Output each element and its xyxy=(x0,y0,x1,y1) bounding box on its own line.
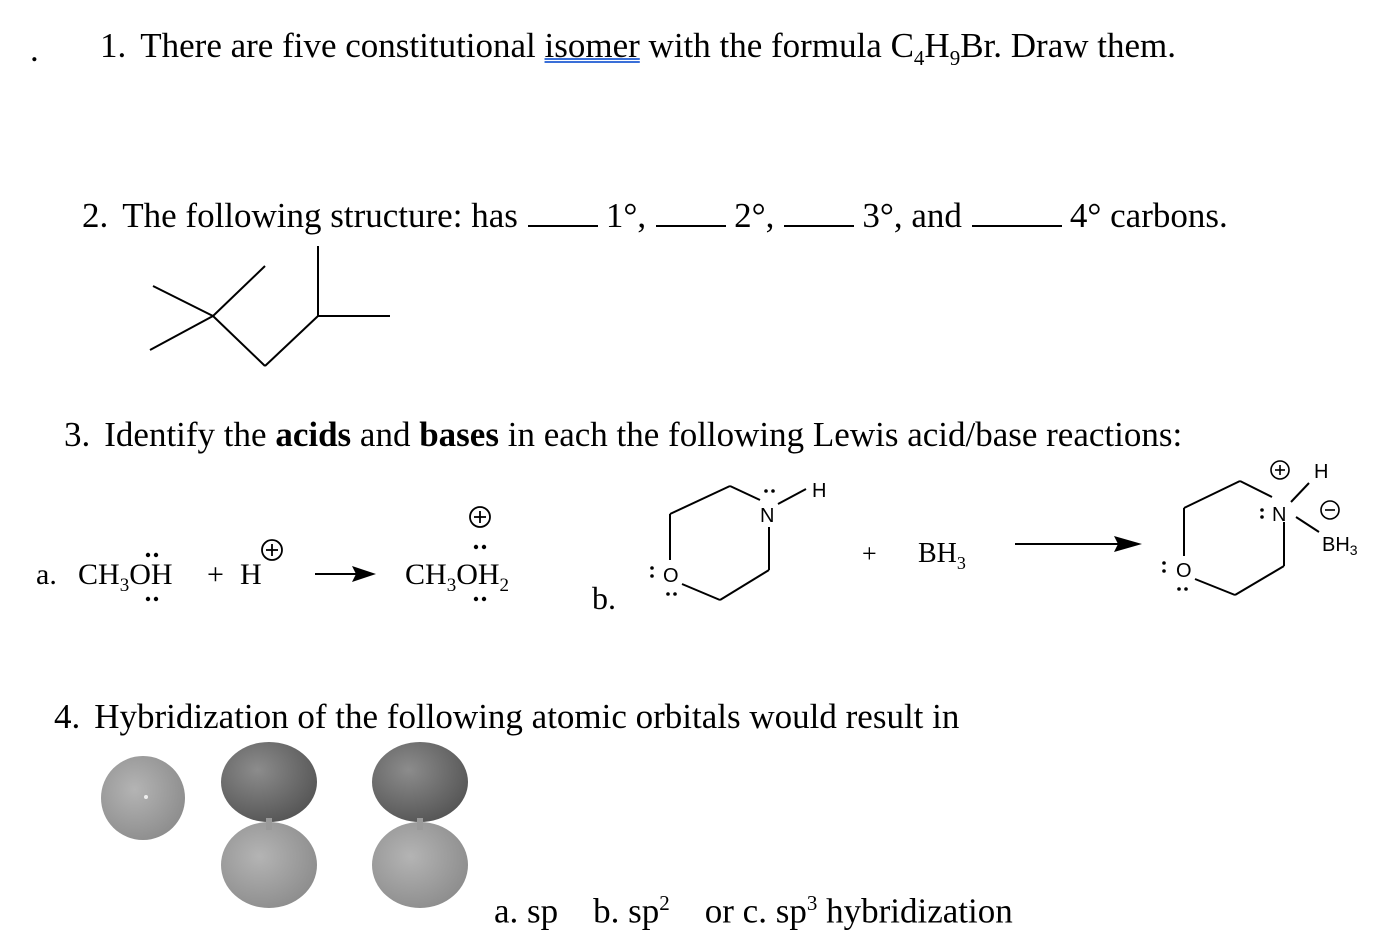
q4-sup-2: 2 xyxy=(659,891,670,915)
reaction-a-reactant: $CH_3OH$ xyxy=(78,558,173,596)
lone-pair-dot xyxy=(154,553,158,557)
q1-tail: Br. Draw them. xyxy=(960,26,1176,65)
positive-charge-icon xyxy=(470,507,490,527)
nitrogen-atom: N xyxy=(1272,504,1287,526)
reaction-b-label: b. xyxy=(592,580,616,616)
q3-bases: bases xyxy=(419,415,499,454)
reaction-arrow-b xyxy=(1015,536,1142,552)
positive-charge-icon xyxy=(262,540,282,560)
q4-text: Hybridization of the following atomic orbitals would result in xyxy=(94,697,960,736)
q3-acids: acids xyxy=(275,415,352,454)
q2-number: 2. xyxy=(82,196,109,235)
hydrogen-atom: H xyxy=(812,480,827,502)
q1-text-post: with the formula C xyxy=(648,26,914,65)
morpholine-borane-adduct xyxy=(1162,461,1358,595)
hydrogen-atom: H xyxy=(1314,461,1329,483)
q2-deg3: 3°, and xyxy=(862,196,962,235)
lone-pair-dot xyxy=(146,553,150,557)
negative-charge-icon xyxy=(1321,501,1339,519)
s-orbital-icon xyxy=(101,756,185,840)
reaction-a-label: a. xyxy=(36,558,57,591)
positive-charge-icon xyxy=(1271,461,1289,479)
bh3-product-label: $BH_3$ xyxy=(1322,534,1358,558)
bullet-dot: . xyxy=(30,30,39,69)
skeletal-structure xyxy=(150,246,390,366)
q2-deg1: 1°, xyxy=(605,196,647,235)
q4-number: 4. xyxy=(54,697,81,736)
reaction-a-product: $CH_3OH_2$ xyxy=(405,558,510,596)
q2-lead: The following structure: has xyxy=(122,196,518,235)
morpholine-reactant xyxy=(650,480,826,600)
q3-text-2: and xyxy=(359,415,411,454)
q4-tail: hybridization xyxy=(826,891,1013,931)
q2-deg2: 2°, xyxy=(734,196,775,235)
q1-text-pre: There are five constitutional xyxy=(140,26,536,65)
q1-h: H xyxy=(924,26,950,65)
reaction-a xyxy=(36,507,509,601)
q3-text-3: in each the following Lewis acid/base reactions: xyxy=(507,415,1183,454)
q1-sub-9: 9 xyxy=(949,46,961,70)
lone-pair-dot xyxy=(482,597,486,601)
oxygen-atom: O xyxy=(1176,560,1192,582)
q1-sub-4: 4 xyxy=(913,46,925,70)
lone-pair-dot xyxy=(474,545,478,549)
reaction-b-bh3: $BH_3$ xyxy=(918,538,966,573)
q4-option-c: or c. sp xyxy=(704,891,807,931)
q4-option-b: b. sp xyxy=(593,891,660,931)
reaction-b xyxy=(592,461,1358,616)
q1-number: 1. xyxy=(100,26,127,65)
q3-number: 3. xyxy=(64,415,91,454)
reaction-arrow-a xyxy=(315,566,376,582)
q2-deg4: 4° carbons. xyxy=(1069,196,1228,235)
q4-sup-3: 3 xyxy=(806,891,818,915)
p-orbital-icon xyxy=(372,742,468,908)
reaction-a-plus: + xyxy=(207,558,224,591)
lone-pair-dot xyxy=(154,597,158,601)
lone-pair-dot xyxy=(146,597,150,601)
oxygen-atom: O xyxy=(663,565,679,587)
q3-text-1: Identify the xyxy=(104,415,267,454)
q1-underlined-word: isomer xyxy=(544,26,640,65)
lone-pair-dot xyxy=(474,597,478,601)
nitrogen-atom: N xyxy=(760,505,775,527)
reaction-a-proton: H xyxy=(240,558,262,591)
q4-option-a: a. sp xyxy=(494,891,559,931)
reaction-b-plus: + xyxy=(862,539,877,568)
lone-pair-dot xyxy=(482,545,486,549)
p-orbital-icon xyxy=(221,742,317,908)
